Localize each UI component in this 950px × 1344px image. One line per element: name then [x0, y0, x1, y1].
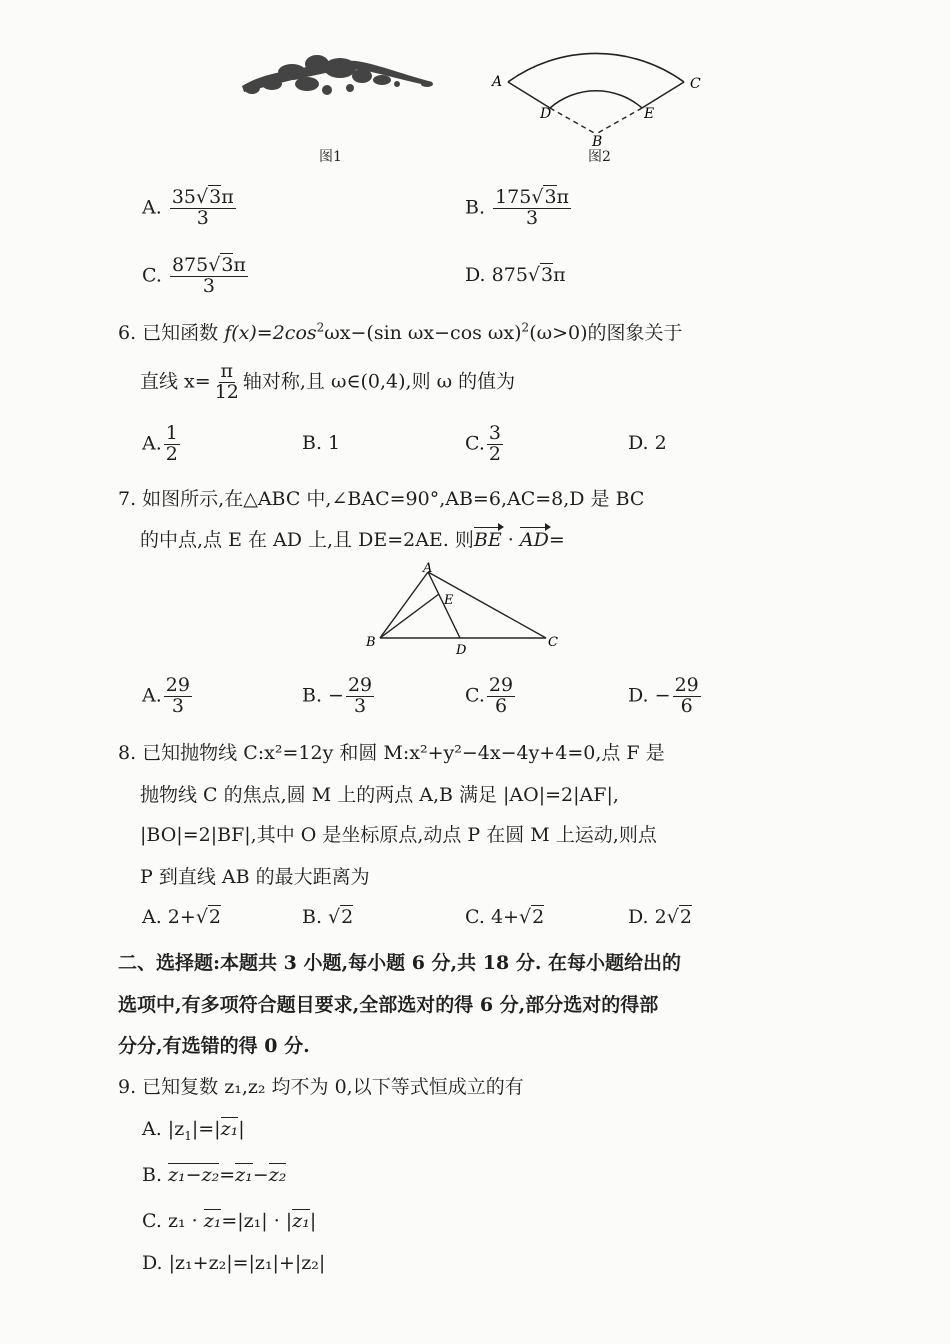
section2-instructions-line3: 分分,有选错的得 0 分. [118, 1035, 310, 1057]
figure-2-fan-diagram [488, 38, 708, 148]
fig2-label-c: C [690, 76, 701, 92]
fig2-label-b: B [592, 134, 603, 148]
q9-option-b: B. z₁−z₂=z₁−z₂ [142, 1164, 287, 1186]
q7-triangle-diagram [360, 562, 570, 658]
q7-label-a: A [423, 562, 433, 576]
q6-stem-line1: 6. 已知函数 $f(x)=2\cos^2\omega x-(\sin$ ωx−cos ωx)$^2$(ω>0)的图象关于 [118, 320, 683, 344]
q6-option-b: B. 1 [302, 432, 341, 454]
q7-option-c: C. $\frac{29}{6}$ [465, 674, 514, 717]
q7-label-d: D [456, 643, 467, 658]
q7-label-e: E [444, 593, 454, 608]
q8-option-c: C. 4+√2 [465, 906, 545, 928]
fig2-label-a: A [492, 74, 503, 90]
q9-stem: 9. 已知复数 z₁,z₂ 均不为 0,以下等式恒成立的有 [118, 1076, 524, 1098]
q8-option-a: A. 2+√2 [142, 906, 222, 928]
q5-option-c: C. $\frac{875√3\pi}{3}$ [142, 254, 246, 297]
q8-stem-line2: 抛物线 C 的焦点,圆 M 上的两点 A,B 满足 |AO|=2|AF|, [140, 784, 619, 806]
vector-be: BE [473, 529, 502, 551]
q7-stem-line2: 的中点,点 E 在 AD 上,且 DE=2AE. 则BE · AD= [140, 529, 565, 551]
q8-option-d: D. 2√2 [628, 906, 692, 928]
figure-1-caption: 图1 [319, 149, 342, 165]
fig2-label-e: E [644, 106, 655, 122]
q7-stem-line1: 7. 如图所示,在△ABC 中,∠BAC=90°,AB=6,AC=8,D 是 BC [118, 488, 645, 510]
q6-option-c: C. $\frac{3}{2}$ [465, 422, 501, 465]
q8-stem-line4: P 到直线 AB 的最大距离为 [140, 866, 370, 888]
q7-label-b: B [366, 635, 376, 650]
q7-option-d: D. − $\frac{29}{6}$ [628, 674, 699, 717]
figure-2-caption: 图2 [588, 149, 611, 165]
q9-option-a: A. $|z_1|=|z_1|$ [142, 1118, 245, 1143]
vector-ad: AD [519, 529, 549, 551]
section2-instructions-line1: 二、选择题:本题共 3 小题,每小题 6 分,共 18 分. 在每小题给出的 [118, 952, 682, 974]
q7-option-a: A. $\frac{29}{3}$ [142, 674, 190, 717]
q6-option-d: D. 2 [628, 432, 667, 454]
q8-option-b: B. √2 [302, 906, 354, 928]
q7-option-b: B. − $\frac{29}{3}$ [302, 674, 373, 717]
q9-option-d: D. |z₁+z₂|=|z₁|+|z₂| [142, 1252, 326, 1274]
section2-instructions-line2: 选项中,有多项符合题目要求,全部选对的得 6 分,部分选对的得部 [118, 994, 659, 1016]
q8-stem-line1: 8. 已知抛物线 C:x²=12y 和圆 M:x²+y²−4x−4y+4=0,点 F 是 [118, 742, 665, 764]
fig2-label-d: D [540, 106, 552, 122]
q9-option-c: C. z₁ · z₁=|z₁| · |z₁| [142, 1210, 317, 1232]
figure-1-tree-sketch [232, 44, 442, 114]
q7-label-c: C [548, 635, 558, 650]
q5-option-d: D. 875√3π [465, 264, 566, 286]
q5-option-b: B. $\frac{175√3\pi}{3}$ [465, 186, 570, 229]
q6-option-a: A. $\frac{1}{2}$ [142, 422, 178, 465]
q8-stem-line3: |BO|=2|BF|,其中 O 是坐标原点,动点 P 在圆 M 上运动,则点 [140, 824, 657, 846]
q6-stem-line2: 直线 x= $\frac{\pi}{12}$ 轴对称,且 ω∈(0,4),则 ω 的值为 [140, 360, 516, 403]
q5-option-a: A. $\frac{35√3\pi}{3}$ [142, 186, 234, 229]
